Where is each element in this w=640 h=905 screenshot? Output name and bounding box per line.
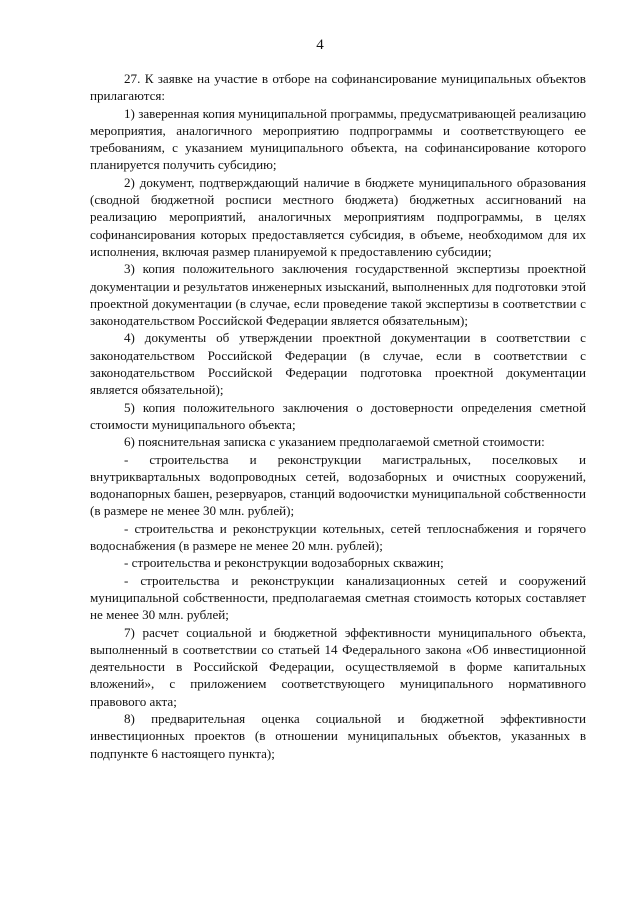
paragraph-item-7: 7) расчет социальной и бюджетной эффективности муниципального объекта, выполненный в соответствии со статьей 14 Федерального закона «Об инвестиционной деятельности в Российской Федерации, осуществляемой в форме капитальных вложений», с приложением соответствующего муниципального нормативного правового акта;: [90, 624, 586, 709]
paragraph-item-3: 3) копия положительного заключения государственной экспертизы проектной документации и результатов инженерных изысканий, выполненных для подготовки этой проектной документации (в случае, если проведение такой экспертизы в соответствии с законодательством Российской Федерации является обязательным);: [90, 261, 586, 329]
paragraph-item-4: 4) документы об утверждении проектной документации в соответствии с законодательством Российской Федерации (в случае, если в соответствии с законодательством Российской Федерации подготовка проектной документации является обязательной);: [90, 330, 586, 398]
page-number: 4: [316, 37, 324, 53]
paragraph-subitem-heat: - строительства и реконструкции котельных, сетей теплоснабжения и горячего водоснабжения (в размере не менее 20 млн. рублей);: [90, 520, 586, 554]
paragraph-item-1: 1) заверенная копия муниципальной программы, предусматривающей реализацию мероприятия, аналогичного мероприятию подпрограммы и соответствующего ее требованиям, с указанием муниципального объекта, на софинансирование которого планируется получить субсидию;: [90, 105, 586, 173]
paragraph-subitem-sewer: - строительства и реконструкции канализационных сетей и сооружений муниципальной собственности, предполагаемая сметная стоимость которых составляет не менее 30 млн. рублей;: [90, 572, 586, 623]
paragraph-item-6: 6) пояснительная записка с указанием предполагаемой сметной стоимости:: [124, 434, 545, 450]
paragraph-item-2: 2) документ, подтверждающий наличие в бюджете муниципального образования (сводной бюджетной росписи местного бюджета) бюджетных ассигнований на реализацию мероприятий, аналогичных мероприятиям подпрограммы, в целях софинансирования которых предоставляется субсидия, в объеме, необходимом для их исполнения, включая размер планируемой к предоставлению субсидии;: [90, 174, 586, 259]
paragraph-item-8: 8) предварительная оценка социальной и бюджетной эффективности инвестиционных проектов (в отношении муниципальных объектов, указанных в подпункте 6 настоящего пункта);: [90, 710, 586, 761]
paragraph-subitem-water: - строительства и реконструкции магистральных, поселковых и внутриквартальных водопроводных сетей, водозаборных и очистных сооружений, водонапорных башен, резервуаров, станций водоочистки муниципальной собственности (в размере не менее 30 млн. рублей);: [90, 451, 586, 519]
paragraph-intro: 27. К заявке на участие в отборе на софинансирование муниципальных объектов прилагаются:: [90, 71, 586, 104]
document-body: [90, 70, 586, 762]
paragraph-subitem-wells: - строительства и реконструкции водозаборных скважин;: [124, 555, 444, 571]
paragraph-item-5: 5) копия положительного заключения о достоверности определения сметной стоимости муниципального объекта;: [90, 399, 586, 432]
